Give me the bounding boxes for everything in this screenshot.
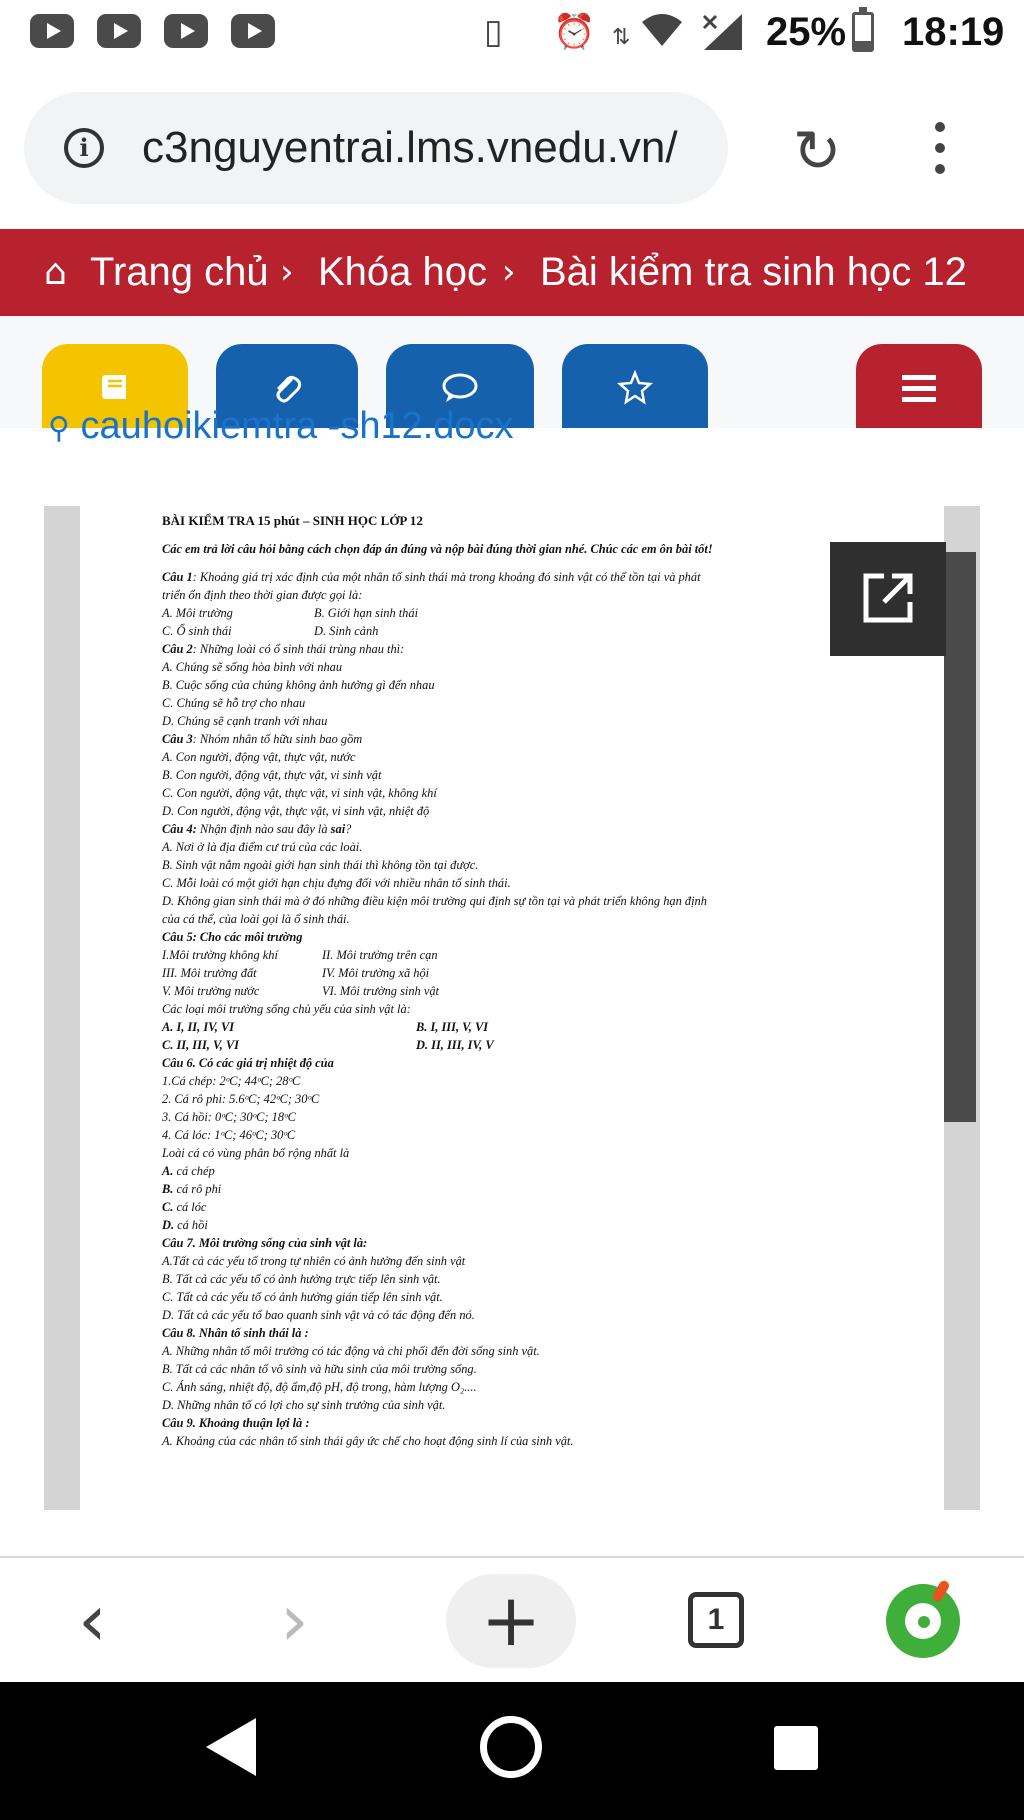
q7-option-c: C. Tất cả các yếu tố có ảnh hưởng gián tiếp lên sinh vật. xyxy=(162,1290,443,1304)
document-text xyxy=(162,512,882,1450)
q6-option-a: cá chép xyxy=(173,1164,215,1178)
q5-label: Câu 5: Cho các môi trường xyxy=(162,930,303,944)
chevron-right-icon: › xyxy=(502,252,516,292)
q7-option-b: B. Tất cả các yếu tố có ảnh hưởng trực tiếp lên sinh vật. xyxy=(162,1272,441,1286)
nav-recents-icon[interactable] xyxy=(774,1726,818,1770)
youtube-notification-icon xyxy=(97,14,141,48)
q1-text: : Khoảng giá trị xác định của một nhân tố sinh thái mà trong khoảng đó sinh vật có thể tồn tại và phát xyxy=(192,570,701,584)
address-bar[interactable] xyxy=(24,92,728,204)
q3-option-d: D. Con người, động vật, thực vật, vi sinh vật, nhiệt độ xyxy=(162,804,430,818)
q4-option-b: B. Sinh vật nằm ngoài giới hạn sinh thái thì không tồn tại được. xyxy=(162,858,479,872)
q4-label: Câu 4: xyxy=(162,822,197,836)
q6-option-c: cá lóc xyxy=(173,1200,207,1214)
q5-prompt: Các loại môi trường sống chủ yếu của sinh vật là: xyxy=(162,1002,411,1016)
q4-end: ? xyxy=(345,822,352,836)
hamburger-menu-icon xyxy=(900,372,938,404)
q8-option-b: B. Tất cả các nhân tố vô sinh và hữu sinh của môi trường sống. xyxy=(162,1362,477,1376)
q3-text: : Nhóm nhân tố hữu sinh bao gồm xyxy=(192,732,363,746)
q6-prompt: Loài cá có vùng phân bố rộng nhất là xyxy=(162,1146,350,1160)
q2-option-d: D. Chúng sẽ cạnh tranh với nhau xyxy=(162,714,328,728)
forward-icon[interactable]: › xyxy=(280,1578,309,1662)
youtube-notification-icon xyxy=(30,14,74,48)
q4-option-c: C. Mỗi loài có một giới hạn chịu đựng đối với nhiều nhân tố sinh thái. xyxy=(162,876,511,890)
page-content xyxy=(0,405,1024,1558)
q5-option-a: A. I, II, IV, VI xyxy=(162,1020,235,1034)
system-nav-bar xyxy=(0,1682,1024,1820)
battery-percent: 25% xyxy=(766,10,847,54)
q4-option-d2: của cá thể, của loài gọi là ổ sinh thái. xyxy=(162,912,350,926)
q1-option-c: C. Ổ sinh thái xyxy=(162,624,232,638)
open-external-icon xyxy=(860,570,916,626)
chat-icon xyxy=(441,371,479,405)
doc-intro: Các em trả lời câu hỏi bằng cách chọn đáp án đúng và nộp bài đúng thời gian nhé. Chúc các em ôn bài tốt! xyxy=(162,542,713,556)
q9-option-a: A. Khoảng của các nhân tố sinh thái gây ức chế cho hoạt động sinh lí của sinh vật. xyxy=(162,1434,574,1448)
q5-option-b: B. I, III, V, VI xyxy=(416,1020,489,1034)
breadcrumb-home[interactable]: Trang chủ xyxy=(90,250,269,294)
q2-option-b: B. Cuộc sống của chúng không ảnh hưởng gì đến nhau xyxy=(162,678,435,692)
book-icon xyxy=(98,371,132,405)
battery-icon xyxy=(852,12,874,52)
q1-text2: triển ổn định theo thời gian được gọi là: xyxy=(162,588,363,602)
q6-option-d-key: D. xyxy=(162,1218,175,1232)
q2-option-a: A. Chúng sẽ sống hòa bình với nhau xyxy=(162,660,343,674)
browser-bottom-bar xyxy=(0,1558,1024,1682)
clock-time: 18:19 xyxy=(902,10,1005,54)
site-info-icon[interactable]: i xyxy=(64,128,104,168)
tab-favorites[interactable] xyxy=(562,344,708,428)
home-icon[interactable]: ⌂ xyxy=(44,252,67,293)
q4-option-a: A. Nơi ở là địa điểm cư trú của các loài. xyxy=(162,840,363,854)
q6-option-b: cá rô phi xyxy=(173,1182,222,1196)
alarm-icon: ⏰ xyxy=(553,12,596,52)
open-external-button[interactable] xyxy=(830,542,946,656)
url-text[interactable]: c3nguyentrai.lms.vnedu.vn/ xyxy=(142,123,678,172)
youtube-notification-icon xyxy=(231,14,275,48)
q8-label: Câu 8. Nhân tố sinh thái là : xyxy=(162,1326,309,1340)
q2-text: : Những loài có ổ sinh thái trùng nhau thì: xyxy=(192,642,405,656)
q4-option-d: D. Không gian sinh thái mà ở đó những điều kiện môi trường qui định sự tồn tại và phát triển không hạn định xyxy=(162,894,707,908)
tab-switcher-button[interactable]: 1 xyxy=(688,1592,744,1648)
q5-option-c: C. II, III, V, VI xyxy=(162,1038,239,1052)
q5-env-i: I.Môi trường không khí xyxy=(162,948,278,962)
breadcrumb-current[interactable]: Bài kiểm tra sinh học 12 xyxy=(540,250,967,294)
nav-back-icon[interactable] xyxy=(206,1718,256,1776)
back-icon[interactable]: ‹ xyxy=(78,1578,107,1662)
star-icon xyxy=(617,370,653,406)
q8-option-d: D. Những nhân tố có lợi cho sự sinh trưởng của sinh vật. xyxy=(162,1398,446,1412)
q1-option-a: A. Môi trường xyxy=(162,606,233,620)
q1-label: Câu 1 xyxy=(162,570,193,584)
status-bar xyxy=(0,0,1024,70)
q7-option-d: D. Tất cả các yếu tố bao quanh sinh vật và có tác động đến nó. xyxy=(162,1308,475,1322)
q1-option-d: D. Sinh cảnh xyxy=(314,624,379,638)
q4-text: Nhận định nào sau đây là xyxy=(196,822,331,836)
wifi-icon xyxy=(640,12,684,57)
q5-option-d: D. II, III, IV, V xyxy=(416,1038,494,1052)
q8-option-a: A. Những nhân tố môi trường có tác động và chi phối đến đời sống sinh vật. xyxy=(162,1344,540,1358)
attachment-link[interactable] xyxy=(48,404,514,451)
q9-label: Câu 9. Khoảng thuận lợi là : xyxy=(162,1416,310,1430)
q3-option-a: A. Con người, động vật, thực vật, nước xyxy=(162,750,356,764)
q8-option-c: C. Ánh sáng, nhiệt độ, độ ẩm,độ pH, độ trong, hàm lượng O₂.... xyxy=(162,1380,477,1394)
q5-env-iii: III. Môi trường đất xyxy=(162,966,257,980)
chevron-right-icon: › xyxy=(280,252,294,292)
viewer-scrollbar[interactable] xyxy=(944,552,976,1122)
q5-env-iv: IV. Môi trường xã hội xyxy=(322,966,430,980)
q6-line-1: 1.Cá chép: 2ᵒC; 44ᵒC; 28ᵒC xyxy=(162,1074,301,1088)
nav-home-icon[interactable] xyxy=(480,1716,542,1778)
q7-label: Câu 7. Môi trường sống của sinh vật là: xyxy=(162,1236,368,1250)
q5-env-ii: II. Môi trường trên cạn xyxy=(322,948,438,962)
q2-option-c: C. Chúng sẽ hỗ trợ cho nhau xyxy=(162,696,306,710)
signal-icon xyxy=(700,12,744,61)
browser-toolbar xyxy=(0,70,1024,230)
q6-line-2: 2. Cá rô phi: 5.6ᵒC; 42ᵒC; 30ᵒC xyxy=(162,1092,320,1106)
document-page xyxy=(80,506,944,1510)
q3-option-c: C. Con người, động vật, thực vật, vi sinh vật, không khí xyxy=(162,786,437,800)
document-viewer[interactable] xyxy=(44,506,980,1510)
q6-label: Câu 6. Có các giá trị nhiệt độ của xyxy=(162,1056,334,1070)
q1-option-b: B. Giới hạn sinh thái xyxy=(314,606,419,620)
overflow-menu-icon[interactable] xyxy=(930,122,950,182)
browser-logo-icon[interactable] xyxy=(886,1584,960,1658)
q4-emph: sai xyxy=(330,822,346,836)
data-arrows-icon: ⇅ xyxy=(612,25,631,50)
doc-title: BÀI KIỂM TRA 15 phút – SINH HỌC LỚP 12 xyxy=(162,513,423,528)
breadcrumb xyxy=(0,229,1024,316)
q6-line-4: 4. Cá lóc: 1ᵒC; 46ᵒC; 30ᵒC xyxy=(162,1128,296,1142)
q6-option-a-key: A. xyxy=(162,1164,174,1178)
q5-env-v: V. Môi trường nước xyxy=(162,984,260,998)
q6-option-c-key: C. xyxy=(162,1200,174,1214)
q5-env-vi: VI. Môi trường sinh vật xyxy=(322,984,439,998)
q3-option-b: B. Con người, động vật, thực vật, vi sinh vật xyxy=(162,768,382,782)
q3-label: Câu 3 xyxy=(162,732,193,746)
paperclip-icon: ⚲ xyxy=(48,411,70,446)
vibrate-icon: ▯ xyxy=(484,12,503,52)
q6-option-b-key: B. xyxy=(162,1182,174,1196)
q2-label: Câu 2 xyxy=(162,642,193,656)
reload-icon[interactable]: ↻ xyxy=(792,117,842,185)
youtube-notification-icon xyxy=(164,14,208,48)
q7-option-a: A.Tất cả các yếu tố trong tự nhiên có ảnh hưởng đến sinh vật xyxy=(162,1254,466,1268)
breadcrumb-courses[interactable]: Khóa học xyxy=(318,250,488,294)
q6-line-3: 3. Cá hồi: 0ᵒC; 30ᵒC; 18ᵒC xyxy=(162,1110,296,1124)
new-tab-button[interactable]: + xyxy=(446,1574,576,1668)
attachment-file-name[interactable]: cauhoikiemtra -sh12.docx xyxy=(80,405,514,447)
tab-menu[interactable] xyxy=(856,344,982,428)
paperclip-icon xyxy=(270,371,304,405)
q6-option-d: cá hồi xyxy=(174,1218,208,1232)
